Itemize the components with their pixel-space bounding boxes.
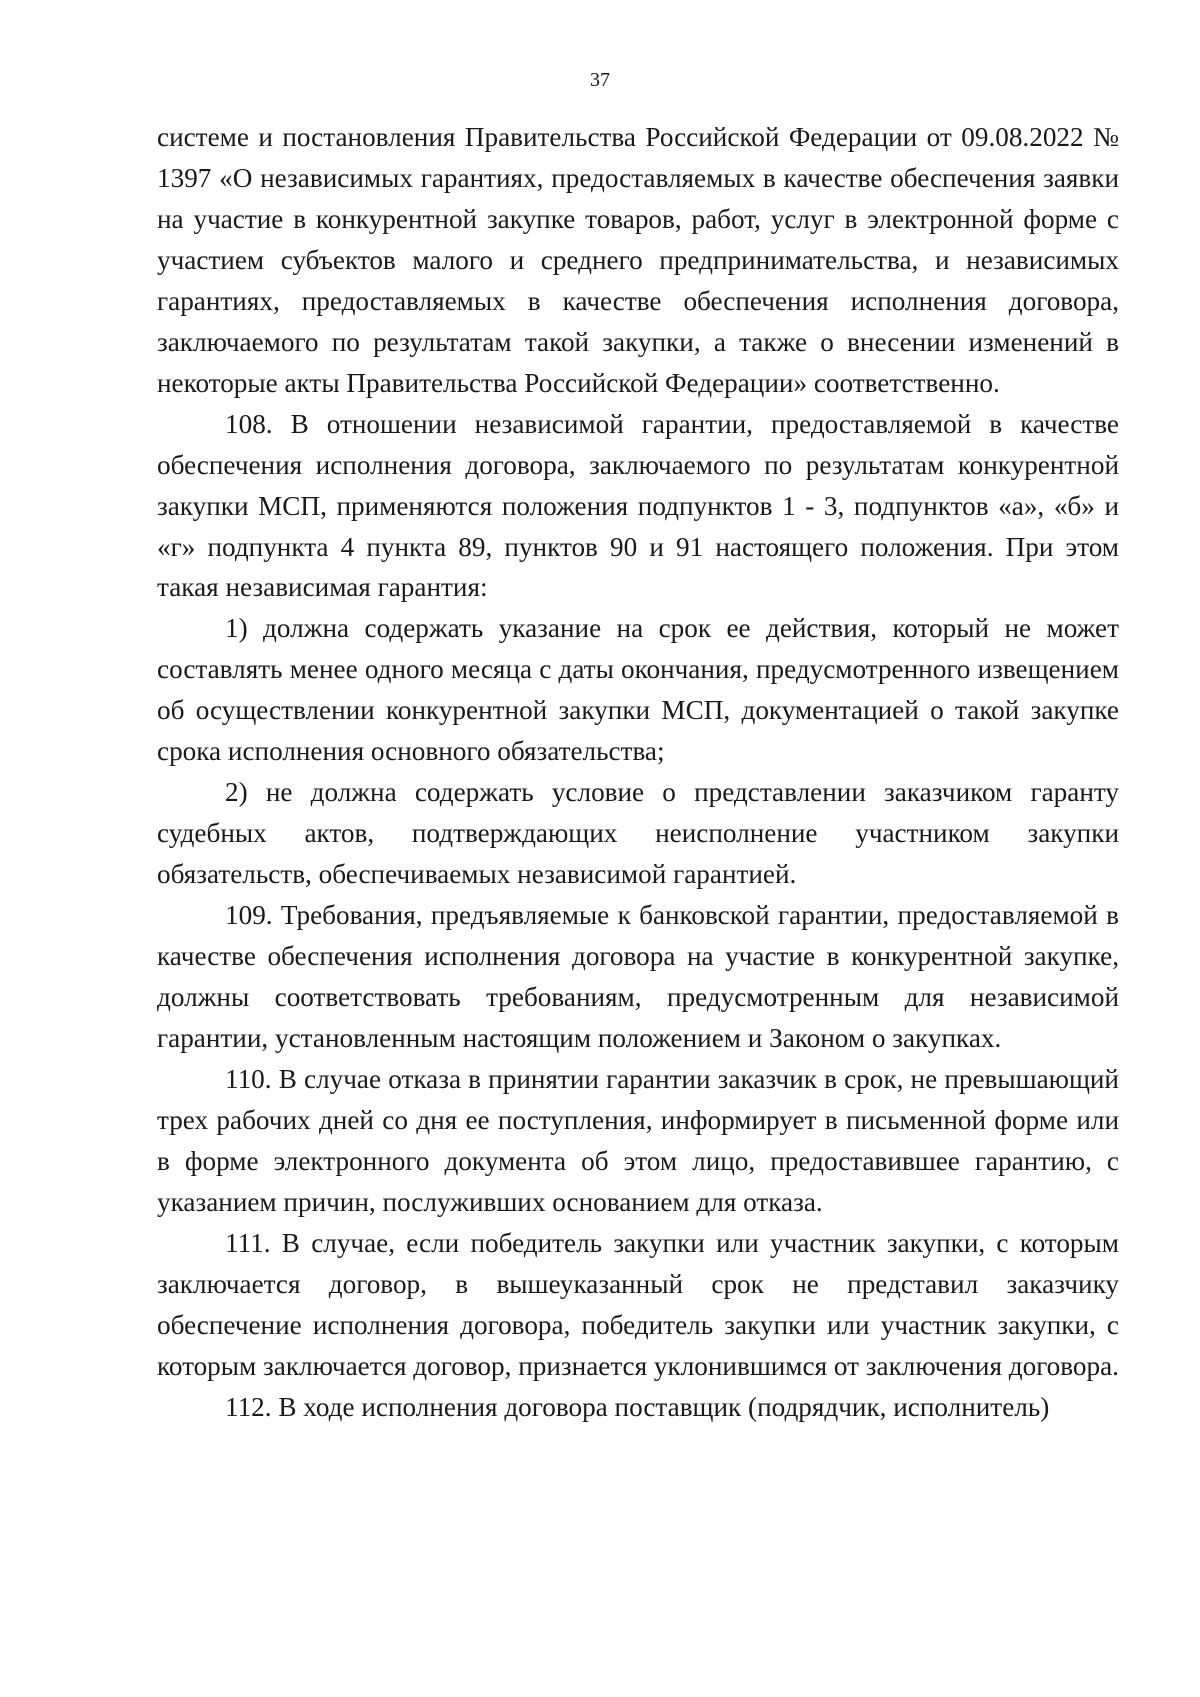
- paragraph-108-item-1: 1) должна содержать указание на срок ее действия, который не может составлять менее одного месяца с даты окончания, предусмотренного извещением об осуществлении конкурентной закупки МСП, документацией о такой закупке срока исполнения основного обязательства;: [157, 613, 1119, 767]
- paragraph-112: 112. В ходе исполнения договора поставщик (подрядчик, исполнитель): [225, 1391, 1050, 1422]
- paragraph-111: 111. В случае, если победитель закупки или участник закупки, с которым заключается договор, в вышеуказанный срок не представил заказчику обеспечение исполнения договора, победитель закупки или участник закупки, с которым заключается договор, признается уклонившимся от заключения договора.: [157, 1227, 1119, 1381]
- paragraph-continuation: системе и постановления Правительства Российской Федерации от 09.08.2022 № 1397 «О независимых гарантиях, предоставляемых в качестве обеспечения заявки на участие в конкурентной закупке товаров, работ, услуг в электронной форме с участием субъектов малого и среднего предпринимательства, и независимых гарантиях, предоставляемых в качестве обеспечения исполнения договора, заключаемого по результатам такой закупки, а также о внесении изменений в некоторые акты Правительства Российской Федерации» соответственно.: [157, 122, 1119, 398]
- paragraph-108: 108. В отношении независимой гарантии, предоставляемой в качестве обеспечения исполнения договора, заключаемого по результатам конкурентной закупки МСП, применяются положения подпунктов 1 - 3, подпунктов «а», «б» и «г» подпункта 4 пункта 89, пунктов 90 и 91 настоящего положения. При этом такая независимая гарантия:: [157, 408, 1119, 603]
- paragraph-110: 110. В случае отказа в принятии гарантии заказчик в срок, не превышающий трех рабочих дней со дня ее поступления, информирует в письменной форме или в форме электронного документа об этом лицо, предоставившее гарантию, с указанием причин, послуживших основанием для отказа.: [157, 1063, 1119, 1217]
- document-body: [157, 117, 1119, 1428]
- paragraph-108-item-2: 2) не должна содержать условие о представлении заказчиком гаранту судебных актов, подтверждающих неисполнение участником закупки обязательств, обеспечиваемых независимой гарантией.: [157, 777, 1119, 890]
- page-number: 37: [590, 69, 610, 91]
- paragraph-109: 109. Требования, предъявляемые к банковской гарантии, предоставляемой в качестве обеспечения исполнения договора на участие в конкурентной закупке, должны соответствовать требованиям, предусмотренным для независимой гарантии, установленным настоящим положением и Законом о закупках.: [157, 900, 1119, 1053]
